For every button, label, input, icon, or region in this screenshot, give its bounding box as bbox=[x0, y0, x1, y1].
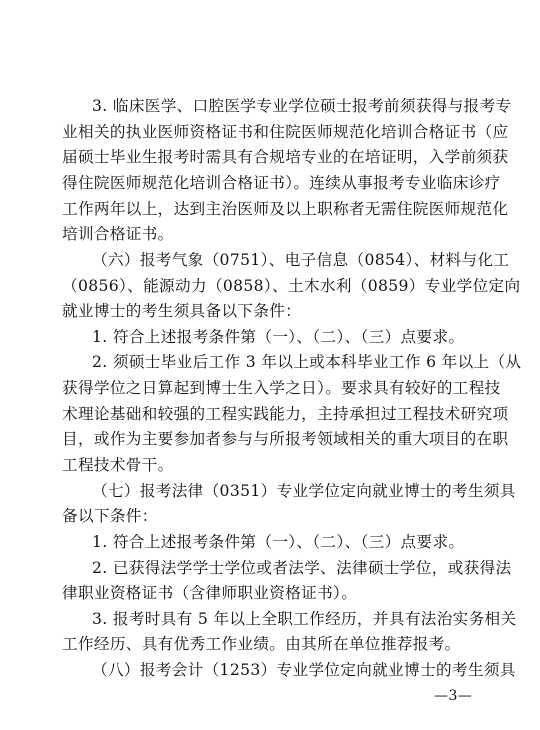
text-line: 2. 已获得法学学士学位或者法学、法律硕士学位，或获得法 bbox=[92, 558, 512, 577]
text-line: 3. 临床医学、口腔医学专业学位硕士报考前须获得与报考专 bbox=[92, 97, 512, 115]
text-line: 备以下条件： bbox=[62, 507, 158, 526]
text-line: 获得学位之日算起到博士生入学之日）。要求具有较好的工程技 bbox=[62, 379, 501, 397]
text-line: 业相关的执业医师资格证书和住院医师规范化培训合格证书（应 bbox=[62, 122, 509, 141]
text-line: 培训合格证书。 bbox=[62, 225, 174, 244]
text-line: 律职业资格证书（含律师职业资格证书）。 bbox=[62, 584, 358, 603]
text-line: 工作两年以上，达到主治医师及以上职称者无需住院医师规范化 bbox=[62, 199, 509, 218]
text-line: 就业博士的考生须具备以下条件： bbox=[62, 302, 302, 321]
section-heading: （六）报考气象（0751）、电子信息（0854）、材料与化工 bbox=[92, 250, 510, 269]
section-heading: （七）报考法律（0351）专业学位定向就业博士的考生须具 bbox=[92, 481, 516, 500]
text-line: 工作经历、具有优秀工作业绩。由其所在单位推荐报考。 bbox=[62, 635, 461, 654]
section-heading: （八）报考会计（1253）专业学位定向就业博士的考生须具 bbox=[92, 661, 516, 679]
text-line: 届硕士毕业生报考时需具有合规培专业的在培证明，入学前须获 bbox=[62, 148, 509, 167]
text-line: 1. 符合上述报考条件第（一）、（二）、（三）点要求。 bbox=[92, 327, 465, 346]
page-number: —3— bbox=[434, 688, 473, 704]
text-line: 1. 符合上述报考条件第（一）、（二）、（三）点要求。 bbox=[92, 532, 465, 551]
text-line: 得住院医师规范化培训合格证书）。连续从事报考专业临床诊疗 bbox=[62, 173, 501, 192]
text-line: （0856）、能源动力（0858）、土木水利（0859）专业学位定向 bbox=[62, 276, 521, 295]
text-line: 术理论基础和较强的工程实践能力，主持承担过工程技术研究项 bbox=[62, 404, 509, 423]
text-line: 2. 须硕士毕业后工作 3 年以上或本科毕业工作 6 年以上（从 bbox=[92, 353, 522, 372]
text-line: 3. 报考时具有 5 年以上全职工作经历，并具有法治实务相关 bbox=[92, 609, 517, 628]
text-line: 工程技术骨干。 bbox=[62, 455, 174, 474]
text-line: 目，或作为主要参加者参与与所报考领域相关的重大项目的在职 bbox=[62, 430, 509, 449]
